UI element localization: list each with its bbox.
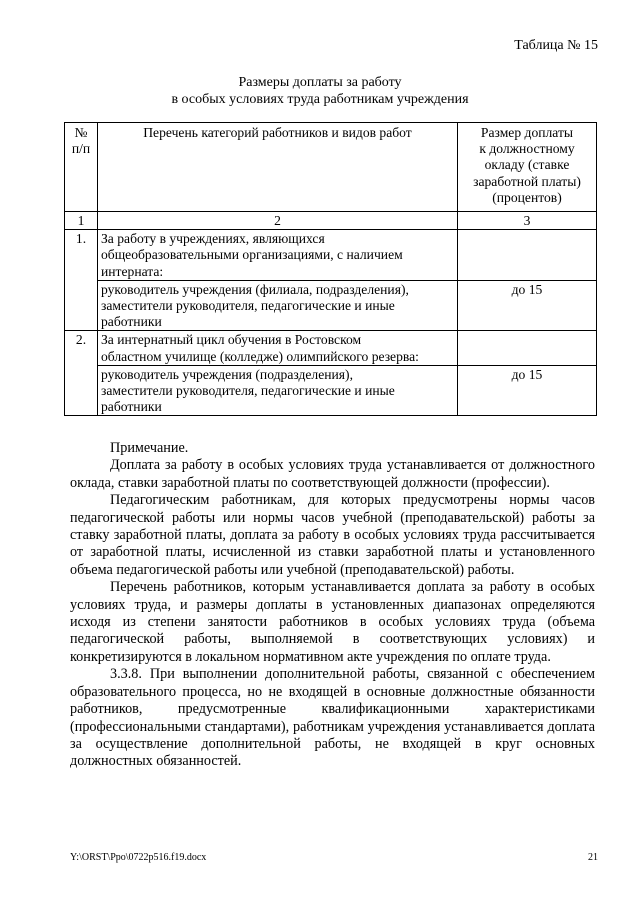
page-number: 21 [588,852,598,863]
table-row [65,331,597,365]
header-category-cell [98,123,458,212]
table-title-line-1: Размеры доплаты за работу [238,75,402,90]
notes-section [70,440,595,771]
row-value: до 15 [458,280,597,331]
header-size-line-2: к должностному [479,141,575,157]
row-detail-line: работники [101,399,162,415]
note-paragraph: Доплата за работу в особых условиях труда устанавливается от должностного оклада, ставки заработной платы по соответствующей должности (профессии). [70,457,595,491]
header-size-line-1: Размер доплаты [480,125,574,140]
row-heading-value-empty [458,331,597,365]
column-number-row [65,212,597,230]
footer-file-path: Y:\ORST\Ppo\0722p516.f19.docx [70,852,207,863]
row-heading [98,230,458,281]
header-number-line-1: № [74,125,88,140]
header-size-line-3: окладу (ставке [484,157,570,173]
row-heading-line: За работу в учреждениях, являющихся [101,231,325,247]
header-number-line-2: п/п [71,141,91,157]
row-heading-line: общеобразовательными организациями, с наличием [101,247,403,263]
header-size-cell [458,123,597,212]
row-heading-line: интерната: [101,263,164,279]
note-paragraph: Перечень работников, которым устанавливается доплата за работу в особых условиях труда, и размеры доплаты в установленных диапазонах определяются исходя из степени занятости работников в особых условиях труда (объема педагогической работы, выполняемой в соответствующих условиях) и конкретизируются в локальном нормативном акте учреждения по оплате труда. [70,579,595,665]
row-detail-line: руководитель учреждения (подразделения), [101,366,353,382]
table-title [0,74,640,108]
clause-3-3-8-paragraph: 3.3.8. При выполнении дополнительной работы, связанной с обеспечением образовательного процесса, но не входящей в основные должностные обязанности работников, предусмотренные квалификационными характеристиками (профессиональными стандартами), работникам учреждения устанавливается доплата за осуществление дополнительной работы, не входящей в круг основных должностных обязанностей. [70,666,595,770]
table-row-detail [65,365,597,416]
header-number-cell [65,123,98,212]
row-detail-line: руководитель учреждения (филиала, подразделения), [101,281,409,297]
note-paragraph: Педагогическим работникам, для которых предусмотрены нормы часов педагогической работы или нормы часов учебной (преподавательской) работы за ставку заработной платы, доплата за работу в особых условиях труда рассчитывается от заработной платы, исчисленной из ставки заработной платы и установленного объема педагогической работы или учебной (преподавательской) работы. [70,492,595,578]
header-size-line-4: заработной платы) [473,173,581,189]
header-category-text: Перечень категорий работников и видов работ [143,125,412,140]
row-detail-line: заместители руководителя, педагогические и иные [101,383,395,399]
table-row-detail [65,280,597,331]
row-heading-line: областном училище (колледже) олимпийского резерва: [101,348,419,364]
table-header-row [65,123,597,212]
allowance-table [64,122,597,416]
row-detail-line: заместители руководителя, педагогические и иные [101,298,395,314]
row-number: 1. [65,230,98,331]
row-detail-line: работники [101,314,162,330]
table-number-label: Таблица № 15 [514,38,598,53]
row-detail [98,365,458,416]
column-number-3: 3 [458,212,597,230]
row-heading [98,331,458,365]
column-number-1: 1 [65,212,98,230]
notes-title: Примечание. [110,440,189,456]
header-size-line-5: (процентов) [492,189,562,205]
table-title-line-2: в особых условиях труда работникам учреждения [171,92,469,107]
table-row [65,230,597,281]
row-detail [98,280,458,331]
row-heading-line: За интернатный цикл обучения в Ростовском [101,332,362,348]
row-number: 2. [65,331,98,416]
row-value: до 15 [458,365,597,416]
column-number-2: 2 [98,212,458,230]
row-heading-value-empty [458,230,597,281]
